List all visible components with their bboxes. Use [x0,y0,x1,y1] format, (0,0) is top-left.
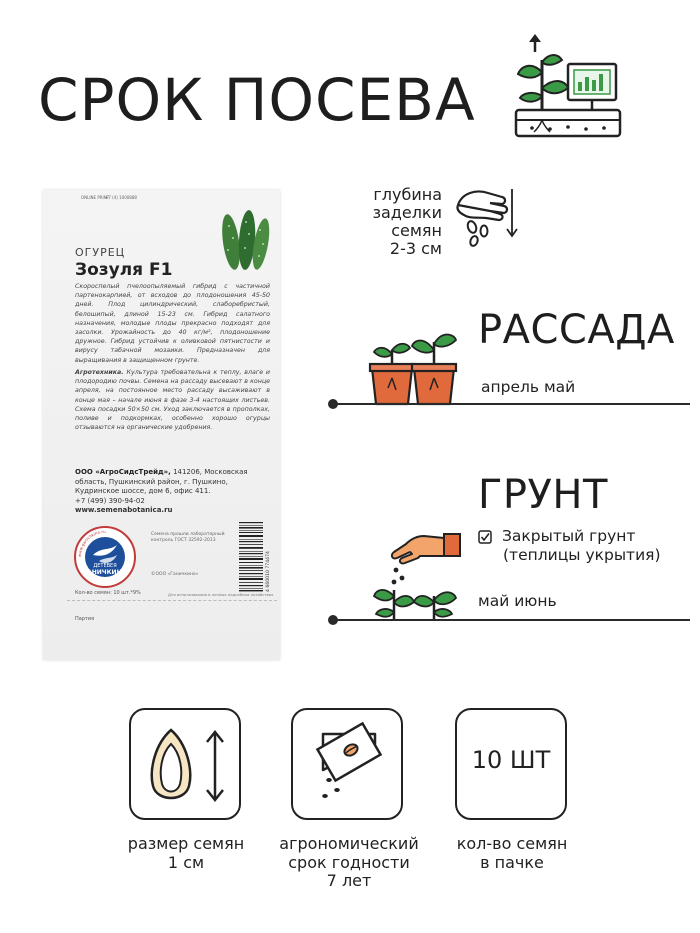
packet-agrotech [75,368,270,432]
packet-certificate: Семена прошли лабораторный контроль ГОСТ 32592-2013 [151,532,225,543]
rassada-timeline [336,403,690,405]
shelf-life-caption-line-2: срок годности [288,852,410,872]
packet-copyright: ©ООО «Ганичкино» [151,572,199,577]
closed-ground-label: Закрытый грунт [502,527,636,545]
rassada-title: РАССАДА [478,307,675,353]
packet-description: Скороспелый пчелоопыляемый гибрид с частичной партенокарпией, от всходов до плодоношения 45-50 дней. Плод цилиндрический, слаборебристый, белошипый, длиной 15-23 см. Гибрид салатного назначения, молодые плоды прекрасно подходят для засолки. Урожайность до 40 кг/м², плодоношение дружное. Гибрид устойчив к оливковой пятнистости и вирусу табачной мозаики. Предназначен для выращивания в защищенном грунте. [75,283,270,364]
depth-line-4: 2-3 см [389,239,442,258]
hand-planting-icon [372,530,464,622]
rassada-months: апрель май [481,378,576,396]
packet-company [75,468,270,516]
rassada-timeline-dot [328,399,338,409]
seed-size-caption [108,835,264,872]
grunt-timeline-dot [328,615,338,625]
seed-count-caption [434,835,590,872]
seed-size-caption-line-2: 1 см [167,852,205,872]
shelf-life-caption-line-1: агрономический [279,834,419,853]
ganichkino-logo [73,525,137,589]
seed-size-caption-line-1: размер семян [127,834,245,853]
grunt-timeline [336,619,690,621]
packet-usage-note: Для использования в личных подсобных хозяйствах [168,592,274,597]
seed-packet-image [43,190,280,660]
packet-company-address: 141206, Московская область, Пушкинский район, г. Пушкино, Кудринское шоссе, дом 6, офис 411. [75,468,248,495]
seed-count-tile [455,708,567,820]
packet-print-code: ONLINE PRINT [81,195,110,200]
packet-party: Партия [75,616,95,622]
grunt-title: ГРУНТ [478,472,608,518]
seed-packet-icon [293,710,405,822]
sowing-depth-text [330,186,442,258]
packet-divider [67,600,277,601]
logo-text-bottom: ГАНИЧКИНО [83,569,127,576]
depth-line-1: глубина [373,185,442,204]
closed-ground-sublabel: (теплицы укрытия) [503,546,661,564]
cucumber-illustration [213,204,273,274]
logo-ring-text: www.ganichkino.ru [76,528,106,558]
seed-size-icon [131,710,243,822]
shelf-life-caption [264,835,434,891]
barcode-digits: 4 660010 774474 [266,551,271,592]
page-title: СРОК ПОСЕВА [38,66,476,134]
shelf-life-tile [291,708,403,820]
seed-count-caption-line-2: в пачке [480,852,544,872]
seed-count-value: 10 ШТ [471,746,551,774]
packet-company-name: ООО «АгроСидсТрейд», [75,468,171,476]
logo-text-top: ДЕТЕВЕЯ [93,563,117,569]
seedling-monitor-icon [512,32,626,142]
checkbox-checked-icon [478,530,492,544]
packet-seed-count: Кол-во семян: 10 шт.*9% [75,590,141,596]
packet-variety-name: Зозуля F1 [75,260,173,280]
barcode [239,520,273,594]
packet-company-phone: +7 (499) 390-94-02 [75,496,145,505]
grunt-months: май июнь [478,592,557,610]
seed-size-tile [129,708,241,820]
packet-agrotech-text: Культура требовательна к теплу, влаге и плодородию почвы. Семена на рассаду высевают в конце апреля, на постоянное место рассаду высаживают в конце мая – начале июня в фазе 3-4 настоящих листьев. Схема посадки 50×50 см. Уход заключается в прополках, поливе и подкормках, особенно хорошо огурцы отзываются на органические удобрения. [75,369,270,432]
packet-print-phone: +7 (4) 1000888 [105,195,137,200]
hand-sowing-seeds-icon [450,183,520,253]
packet-agrotech-label: Агротехника. [75,369,124,376]
depth-line-3: семян [391,221,442,240]
packet-category: ОГУРЕЦ [75,246,126,259]
packet-company-site: www.semenabotanica.ru [75,506,173,514]
seedling-pots-icon [368,328,460,406]
seed-count-caption-line-1: кол-во семян [456,834,568,853]
shelf-life-caption-line-3: 7 лет [326,871,372,890]
depth-line-2: заделки [372,203,442,222]
